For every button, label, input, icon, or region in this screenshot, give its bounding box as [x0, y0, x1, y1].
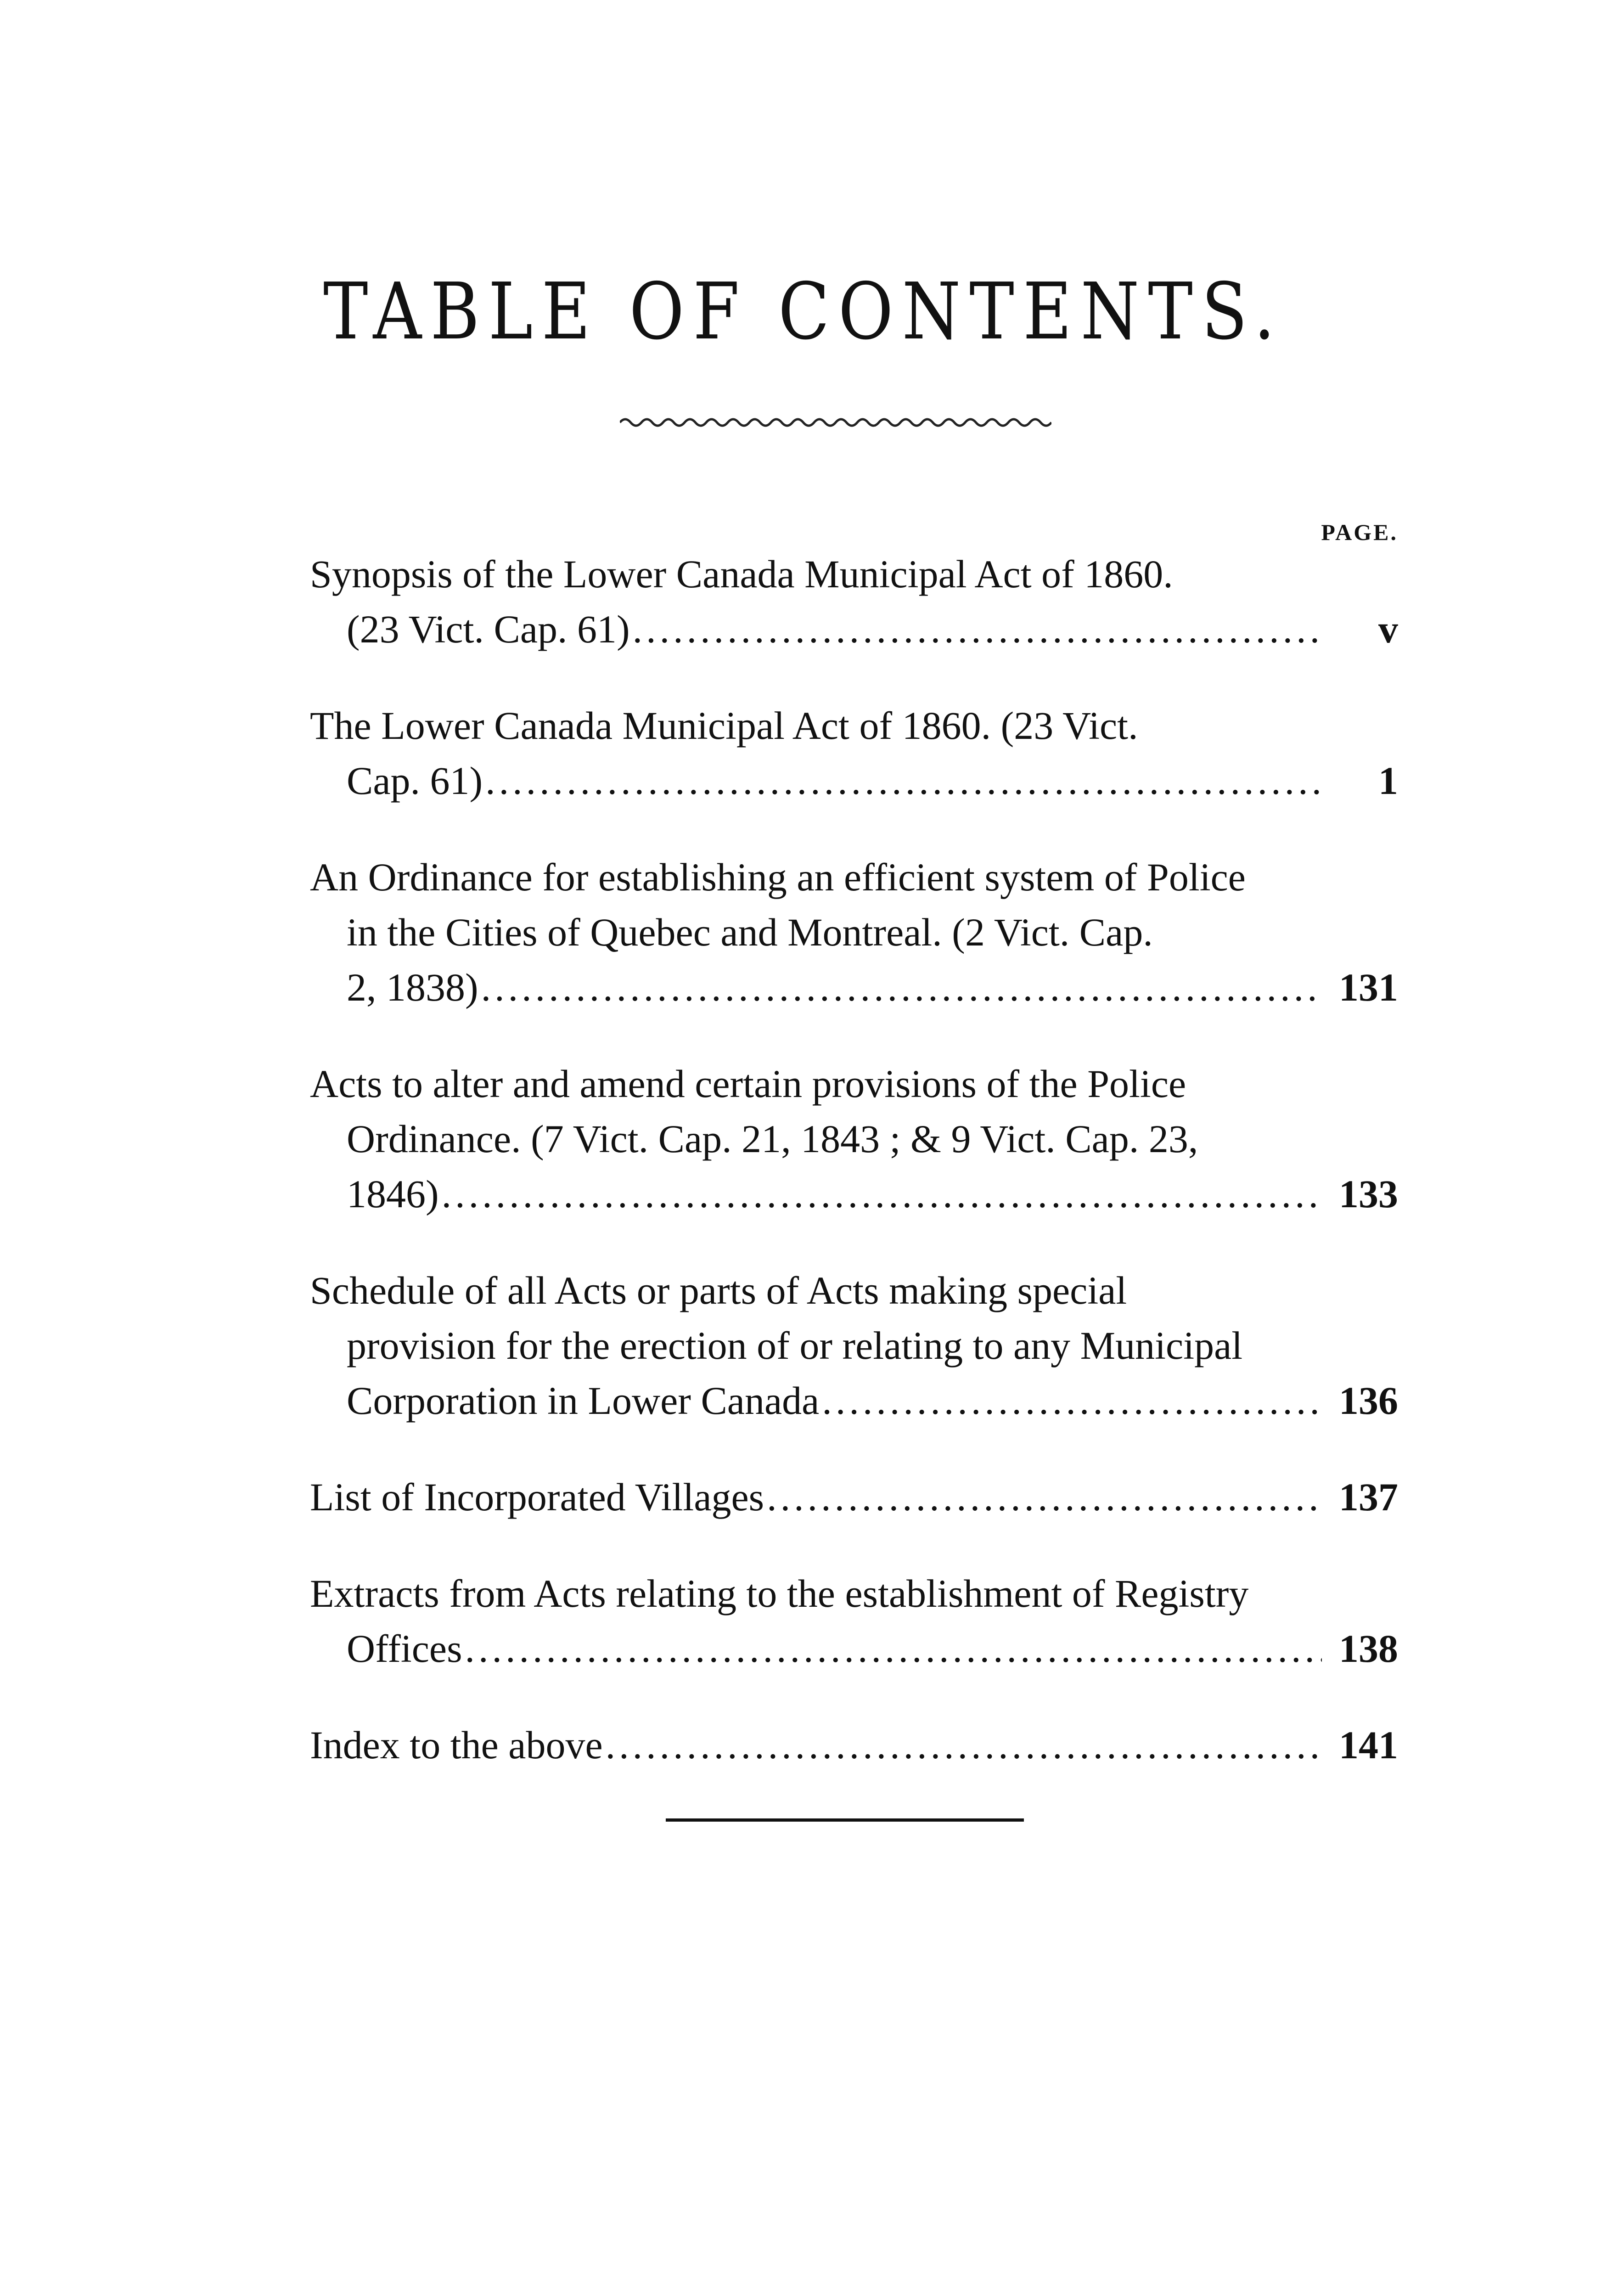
dot-leader — [606, 1717, 1322, 1773]
toc-entry-text: Synopsis of the Lower Canada Municipal Act of 1860. — [310, 552, 1173, 596]
toc-entry-text: List of Incorporated Villages — [310, 1475, 764, 1519]
toc-entry-text: 2, 1838) — [347, 965, 478, 1009]
toc-entry-final-line — [310, 1621, 1398, 1676]
toc-entry — [310, 1469, 1398, 1525]
closing-rule — [666, 1818, 1024, 1822]
dot-leader — [822, 1373, 1322, 1428]
toc-entry-text: Acts to alter and amend certain provisions of the Police — [310, 1062, 1186, 1106]
page-number: 136 — [1339, 1379, 1398, 1423]
toc-entry — [310, 1566, 1398, 1676]
page-number: 1 — [1378, 759, 1398, 803]
toc-entry-final-line — [310, 1469, 1398, 1525]
toc-entry-text: Ordinance. (7 Vict. Cap. 21, 1843 ; & 9 Vict. Cap. 23, — [347, 1117, 1198, 1161]
toc-entry-text: Cap. 61) — [347, 759, 483, 803]
dot-leader — [465, 1621, 1322, 1676]
toc-entry-text: Corporation in Lower Canada — [347, 1379, 820, 1423]
toc-entry-text: Offices — [347, 1626, 462, 1671]
dot-leader — [485, 753, 1322, 808]
page-column-label: PAGE. — [1321, 519, 1398, 545]
toc-entry — [310, 1263, 1398, 1428]
toc-entry-final-line — [310, 1166, 1398, 1221]
toc-entry-text: provision for the erection of or relating to any Municipal — [347, 1323, 1243, 1367]
toc-entry-text: The Lower Canada Municipal Act of 1860. (23 Vict. — [310, 703, 1138, 748]
toc-entry-final-line — [310, 1717, 1398, 1773]
toc-entry — [310, 1056, 1398, 1221]
toc-entry-final-line — [310, 602, 1398, 657]
dot-leader — [481, 960, 1322, 1015]
page-number: 131 — [1339, 965, 1398, 1009]
page-number: 137 — [1339, 1475, 1398, 1519]
page-number: v — [1378, 607, 1398, 651]
toc-entry-text: Schedule of all Acts or parts of Acts making special — [310, 1268, 1127, 1312]
toc-entry-text: (23 Vict. Cap. 61) — [347, 607, 630, 651]
toc-entry-text: in the Cities of Quebec and Montreal. (2 Vict. Cap. — [347, 910, 1153, 954]
toc-entry — [310, 546, 1398, 657]
toc-entry — [310, 698, 1398, 808]
page-number: 141 — [1339, 1723, 1398, 1767]
page-title: TABLE OF CONTENTS. — [323, 266, 1284, 357]
toc-entry-final-line — [310, 753, 1398, 808]
toc-entry — [310, 850, 1398, 1015]
dot-leader — [767, 1469, 1322, 1525]
table-of-contents — [310, 546, 1398, 1814]
dot-leader — [442, 1166, 1322, 1221]
wavy-ornament — [620, 413, 1051, 432]
toc-entry-final-line — [310, 1373, 1398, 1428]
toc-entry-text: An Ordinance for establishing an efficient system of Police — [310, 855, 1246, 899]
toc-entry-final-line — [310, 960, 1398, 1015]
toc-entry — [310, 1717, 1398, 1773]
page-number: 138 — [1339, 1626, 1398, 1671]
toc-entry-text: Extracts from Acts relating to the establishment of Registry — [310, 1571, 1249, 1615]
page-number: 133 — [1339, 1172, 1398, 1216]
toc-entry-text: 1846) — [347, 1172, 439, 1216]
dot-leader — [633, 602, 1322, 657]
toc-entry-text: Index to the above — [310, 1723, 603, 1767]
